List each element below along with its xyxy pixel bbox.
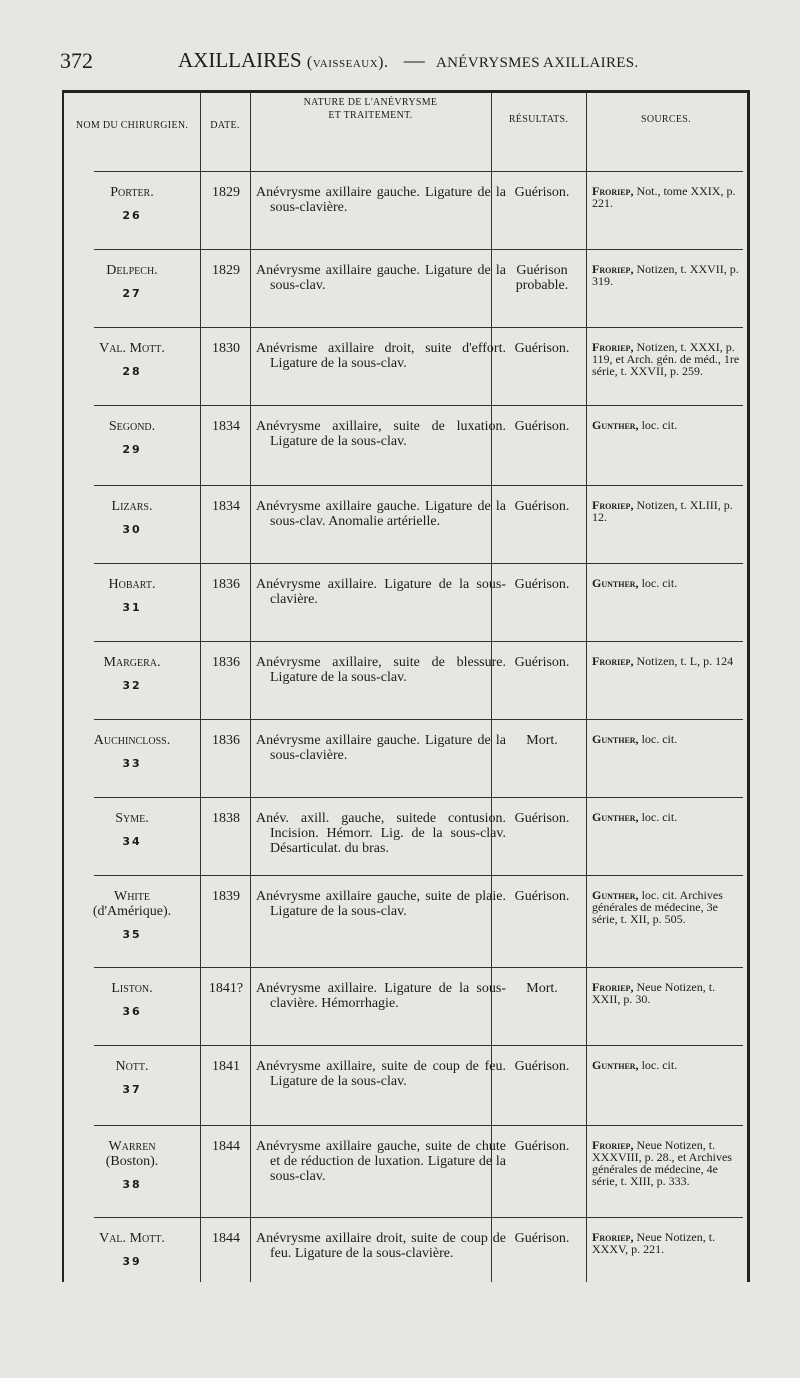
result-cell: Mort. (526, 733, 558, 748)
date-cell: 1834 (212, 499, 240, 514)
source-cell (592, 889, 746, 925)
source-ref: loc. cit. (641, 1058, 678, 1072)
row-separator (94, 563, 743, 564)
source-ref: Notizen, t. L, p. 124 (636, 654, 734, 668)
source-ref: Neue Notizen, t. XXXVIII, p. 28., et Archives générales de médecine, 4e série, t. XIII, p. 333. (592, 1138, 732, 1188)
title-main: AXILLAIRES (178, 48, 302, 72)
result-cell: Guérison probable. (515, 263, 569, 293)
surgeon-cell (64, 1231, 200, 1269)
row-separator (94, 875, 743, 876)
surgeon-name: Porter. (110, 185, 154, 200)
case-number: 36 (122, 1005, 142, 1018)
surgeon-cell (64, 419, 200, 457)
nature-cell: Anévrysme axillaire gauche, suite de chute et de réduction de luxation. Ligature de la sous-clav. (256, 1139, 506, 1184)
nature-cell: Anévrysme axillaire droit, suite de coup de feu. Ligature de la sous-clavière. (256, 1231, 506, 1261)
date-cell: 1839 (212, 889, 240, 904)
source-cell (592, 981, 746, 1005)
result-cell: Guérison. (514, 1231, 570, 1246)
surgeon-cell (64, 499, 200, 537)
date-cell: 1829 (212, 185, 240, 200)
column-divider (250, 93, 251, 1282)
row-separator (94, 797, 743, 798)
case-number: 27 (122, 287, 142, 300)
source-ref: loc. cit. (641, 810, 678, 824)
surgeon-cell (64, 889, 200, 942)
surgeon-cell (64, 263, 200, 301)
source-cell (592, 733, 746, 745)
nature-cell: Anévrysme axillaire, suite de luxation. Ligature de la sous-clav. (256, 419, 506, 449)
row-separator (94, 1125, 743, 1126)
source-author: Gunther, (592, 888, 639, 902)
source-ref: Notizen, t. XXVII, p. 319. (592, 262, 739, 288)
source-cell (592, 499, 746, 523)
surgeon-name: Auchincloss. (93, 733, 171, 748)
result-cell: Guérison. (514, 655, 570, 670)
surgeon-cell (64, 981, 200, 1019)
surgeon-name: Warren (108, 1139, 156, 1154)
table-header (64, 93, 747, 157)
case-number: 38 (122, 1178, 142, 1191)
surgeon-name: Liston. (111, 981, 153, 996)
result-cell: Guérison. (514, 341, 570, 356)
date-cell: 1836 (212, 577, 240, 592)
source-author: Froriep, (592, 498, 634, 512)
surgeon-cell (64, 341, 200, 379)
row-separator (94, 1045, 743, 1046)
nature-cell: Anévrysme axillaire, suite de blessure. Ligature de la sous-clav. (256, 655, 506, 685)
source-cell (592, 811, 746, 823)
source-ref: Notizen, t. XXXI, p. 119, et Arch. gén. de méd., 1re série, t. XXVII, p. 259. (592, 340, 740, 378)
header-results: RÉSULTATS. (508, 113, 569, 125)
surgeon-location: (d'Amérique). (92, 904, 172, 919)
case-number: 34 (122, 835, 142, 848)
surgeon-name: Hobart. (108, 577, 156, 592)
source-author: Froriep, (592, 1230, 634, 1244)
case-number: 35 (122, 928, 142, 941)
nature-cell: Anévrysme axillaire gauche. Ligature de la sous-clavière. (256, 733, 506, 763)
source-cell (592, 1059, 746, 1071)
title-subject: ANÉVRYSMES AXILLAIRES. (435, 55, 639, 71)
surgeon-name: White (114, 889, 150, 904)
source-ref: Neue Notizen, t. XXII, p. 30. (592, 980, 716, 1006)
case-number: 32 (122, 679, 142, 692)
result-cell: Guérison. (514, 1059, 570, 1074)
result-cell: Guérison. (514, 811, 570, 826)
source-cell (592, 577, 746, 589)
header-date: DATE. (210, 119, 240, 131)
case-number: 37 (122, 1083, 142, 1096)
source-ref: loc. cit. (641, 418, 678, 432)
source-cell (592, 185, 746, 209)
date-cell: 1838 (212, 811, 240, 826)
nature-cell: Anévrysme axillaire. Ligature de la sous-clavière. Hémorrhagie. (256, 981, 506, 1011)
source-author: Froriep, (592, 262, 634, 276)
result-cell: Guérison. (514, 185, 570, 200)
source-cell (592, 341, 746, 377)
source-author: Gunther, (592, 1058, 639, 1072)
source-ref: Not., tome XXIX, p. 221. (592, 184, 736, 210)
surgeon-name: Delpech. (106, 263, 158, 278)
date-cell: 1829 (212, 263, 240, 278)
source-ref: loc. cit. (641, 732, 678, 746)
surgeon-name: Segond. (108, 419, 156, 434)
header-surgeon: NOM DU CHIRURGIEN. (75, 119, 189, 131)
source-cell (592, 263, 746, 287)
source-author: Gunther, (592, 810, 639, 824)
header-nature (250, 77, 491, 141)
title-sub: (vaisseaux). (306, 54, 389, 71)
row-separator (94, 967, 743, 968)
header-sources: SOURCES. (641, 113, 691, 125)
date-cell: 1834 (212, 419, 240, 434)
source-ref: Notizen, t. XLIII, p. 12. (592, 498, 733, 524)
case-number: 29 (122, 443, 142, 456)
source-cell (592, 1139, 746, 1187)
surgeon-cell (64, 1139, 200, 1192)
case-number: 33 (122, 757, 142, 770)
date-cell: 1841? (208, 981, 244, 996)
nature-cell: Anévrysme axillaire gauche. Ligature de la sous-clavière. (256, 185, 506, 215)
surgeon-name: Lizars. (111, 499, 153, 514)
cases-table (62, 90, 750, 1282)
surgeon-location: (Boston). (105, 1154, 159, 1169)
source-ref: Neue Notizen, t. XXXV, p. 221. (592, 1230, 716, 1256)
row-separator (94, 485, 743, 486)
source-ref: loc. cit. Archives générales de médecine, 3e série, t. XII, p. 505. (592, 888, 723, 926)
date-cell: 1844 (212, 1139, 240, 1154)
case-number: 39 (122, 1255, 142, 1268)
page-number: 372 (60, 48, 93, 73)
surgeon-name: Val. Mott. (99, 341, 165, 356)
surgeon-cell (64, 577, 200, 615)
row-separator (94, 1217, 743, 1218)
surgeon-name: Val. Mott. (99, 1231, 165, 1246)
title-dash: — (403, 48, 425, 72)
surgeon-cell (64, 1059, 200, 1097)
row-separator (94, 249, 743, 250)
result-cell: Guérison. (514, 889, 570, 904)
result-cell: Guérison. (514, 577, 570, 592)
nature-cell: Anévrysme axillaire gauche, suite de plaie. Ligature de la sous-clav. (256, 889, 506, 919)
source-author: Froriep, (592, 340, 634, 354)
result-cell: Guérison. (514, 419, 570, 434)
row-separator (94, 405, 743, 406)
source-author: Froriep, (592, 654, 634, 668)
source-author: Froriep, (592, 1138, 634, 1152)
source-ref: loc. cit. (641, 576, 678, 590)
surgeon-name: Margera. (103, 655, 161, 670)
case-number: 26 (122, 209, 142, 222)
result-cell: Guérison. (514, 499, 570, 514)
nature-cell: Anévrysme axillaire gauche. Ligature de la sous-clav. (256, 263, 506, 293)
nature-cell: Anévrysme axillaire, suite de coup de feu. Ligature de la sous-clav. (256, 1059, 506, 1089)
surgeon-cell (64, 733, 200, 771)
date-cell: 1836 (212, 733, 240, 748)
date-cell: 1830 (212, 341, 240, 356)
nature-cell: Anévrisme axillaire droit, suite d'effort. Ligature de la sous-clav. (256, 341, 506, 371)
surgeon-name: Syme. (115, 811, 149, 826)
source-cell (592, 419, 746, 431)
date-cell: 1836 (212, 655, 240, 670)
surgeon-cell (64, 655, 200, 693)
row-separator (94, 719, 743, 720)
source-author: Gunther, (592, 732, 639, 746)
surgeon-cell (64, 185, 200, 223)
source-author: Gunther, (592, 576, 639, 590)
source-author: Froriep, (592, 980, 634, 994)
running-title (178, 48, 638, 73)
case-number: 30 (122, 523, 142, 536)
header-nature-line1: NATURE DE L'ANÉVRYSME (303, 97, 438, 108)
row-separator (94, 641, 743, 642)
source-author: Froriep, (592, 184, 634, 198)
nature-cell: Anév. axill. gauche, suitede contusion. Incision. Hémorr. Lig. de la sous-clav. Désarticulat. du bras. (256, 811, 506, 856)
row-separator (94, 171, 743, 172)
date-cell: 1841 (212, 1059, 240, 1074)
nature-cell: Anévrysme axillaire. Ligature de la sous-clavière. (256, 577, 506, 607)
surgeon-name: Nott. (115, 1059, 149, 1074)
result-cell: Mort. (526, 981, 558, 996)
header-nature-line2: ET TRAITEMENT. (328, 110, 413, 121)
result-cell: Guérison. (514, 1139, 570, 1154)
nature-cell: Anévrysme axillaire gauche. Ligature de la sous-clav. Anomalie artérielle. (256, 499, 506, 529)
case-number: 28 (122, 365, 142, 378)
page-header (58, 46, 748, 80)
row-separator (94, 327, 743, 328)
source-cell (592, 655, 746, 667)
column-divider (200, 93, 201, 1282)
source-author: Gunther, (592, 418, 639, 432)
case-number: 31 (122, 601, 142, 614)
surgeon-cell (64, 811, 200, 849)
date-cell: 1844 (212, 1231, 240, 1246)
source-cell (592, 1231, 746, 1255)
